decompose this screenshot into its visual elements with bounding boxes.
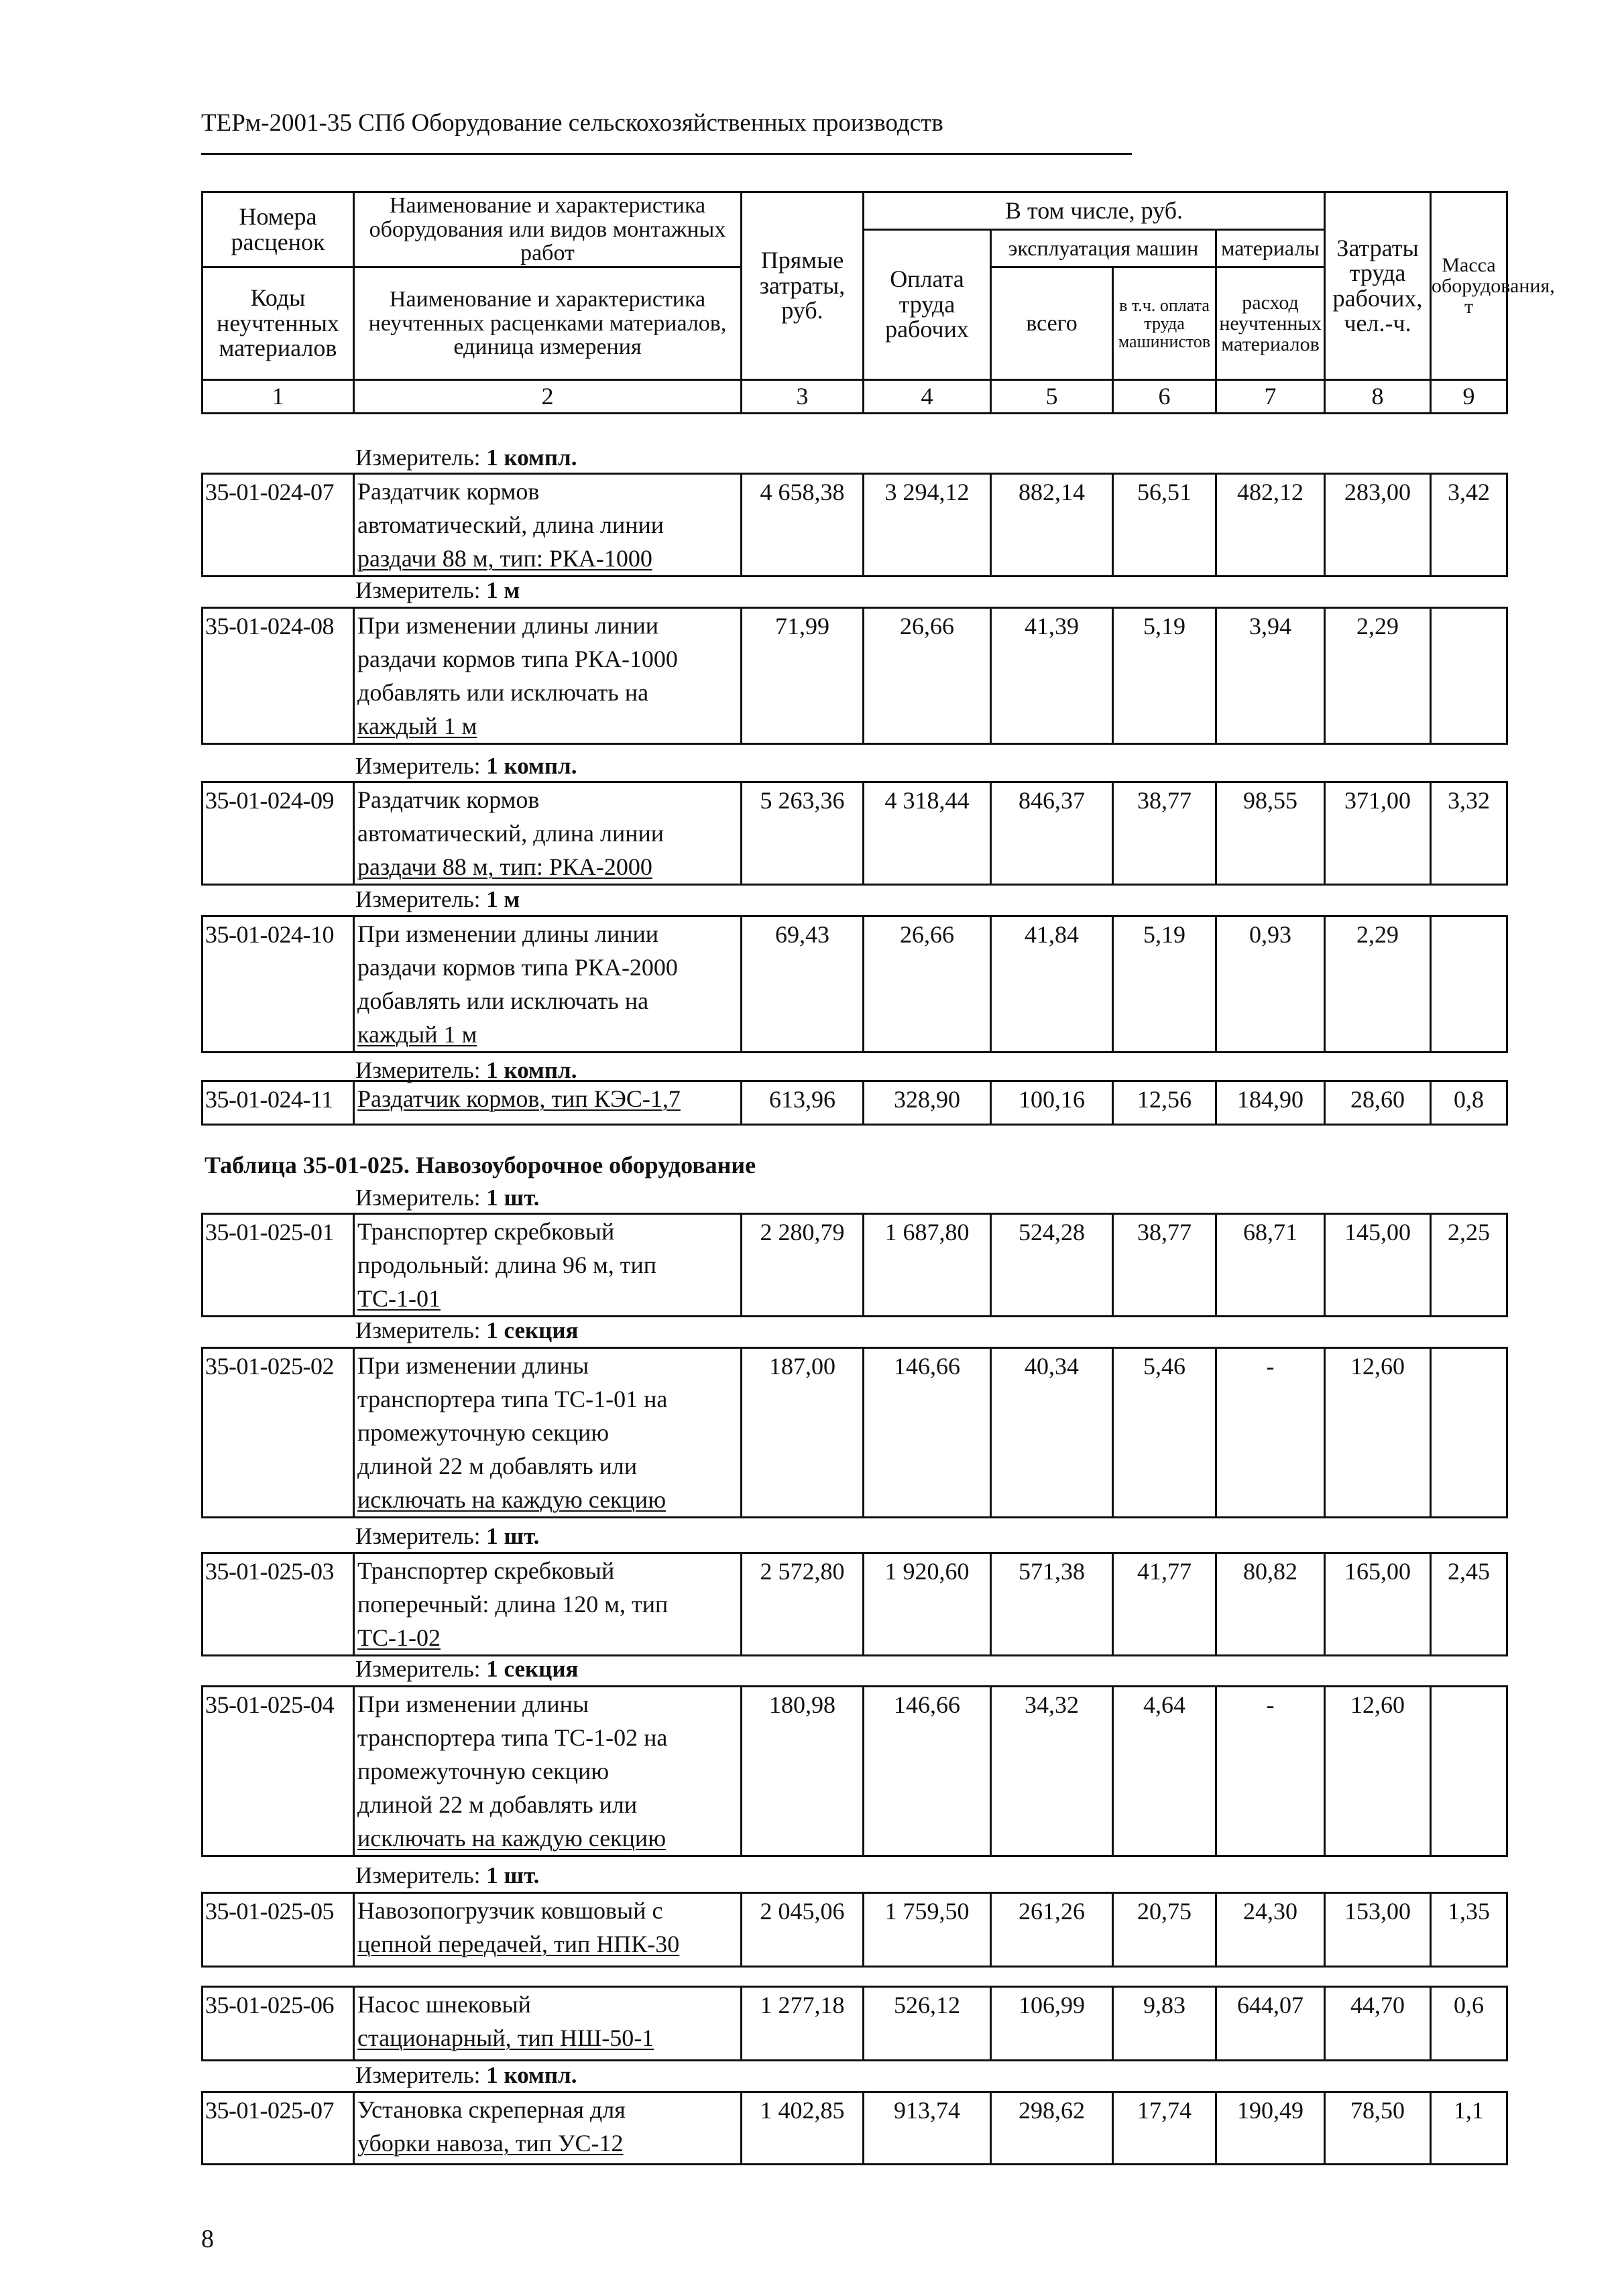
- header-unaccounted-codes: Коды неучтенных материалов: [202, 267, 354, 380]
- rate-name-line: транспортера типа ТС-1-01 на: [357, 1386, 668, 1412]
- measure-unit: 1 шт.: [486, 1523, 540, 1549]
- labor-pay-value: 4 318,44: [864, 782, 991, 885]
- rate-name-line: каждый 1 м: [357, 713, 477, 739]
- rate-code: 35-01-024-08: [202, 608, 354, 744]
- direct-costs-value: 613,96: [742, 1081, 864, 1125]
- section-title-table-35-01-025: Таблица 35-01-025. Навозоуборочное оборудование: [205, 1152, 756, 1179]
- labor-costs-value: 2,29: [1325, 916, 1431, 1052]
- measure-unit: 1 компл.: [486, 2062, 577, 2088]
- measure-unit: 1 компл.: [486, 444, 577, 471]
- col-number: 5: [991, 380, 1113, 414]
- mass-value: [1431, 1348, 1507, 1518]
- header-machine-operation: эксплуатация машин: [991, 230, 1216, 267]
- rate-name-line: Навозопогрузчик ковшовый с: [357, 1897, 663, 1924]
- table-row: [201, 915, 1508, 1053]
- header-labor-costs: Затраты труда рабочих, чел.-ч.: [1325, 192, 1431, 380]
- measure-prefix: Измеритель:: [355, 444, 481, 471]
- measure-prefix: Измеритель:: [355, 2062, 481, 2088]
- direct-costs-value: 2 280,79: [742, 1214, 864, 1317]
- measure-unit: 1 секция: [486, 1656, 579, 1682]
- measure-label: [355, 1317, 578, 1344]
- col-number: 3: [742, 380, 864, 414]
- measure-label: [355, 1185, 539, 1211]
- measure-label: [355, 1862, 539, 1889]
- header-equipment-mass: Масса оборудования, т: [1431, 192, 1507, 380]
- header-operators-pay: в т.ч. оплата труда машинистов: [1113, 267, 1216, 380]
- machine-total-value: 261,26: [991, 1893, 1113, 1967]
- rate-name-line: При изменении длины: [357, 1352, 589, 1379]
- rate-name-line: каждый 1 м: [357, 1021, 477, 1048]
- rate-name-line: длиной 22 м добавлять или: [357, 1791, 638, 1818]
- machine-total-value: 524,28: [991, 1214, 1113, 1317]
- rate-code: 35-01-024-11: [202, 1081, 354, 1125]
- rate-name: [354, 1081, 742, 1125]
- labor-costs-value: 12,60: [1325, 1687, 1431, 1856]
- operators-pay-value: 38,77: [1113, 782, 1216, 885]
- rate-name: [354, 1987, 742, 2061]
- direct-costs-value: 5 263,36: [742, 782, 864, 885]
- header-rule: [201, 153, 1132, 155]
- machine-total-value: 298,62: [991, 2092, 1113, 2165]
- operators-pay-value: 20,75: [1113, 1893, 1216, 1967]
- labor-costs-value: 165,00: [1325, 1553, 1431, 1656]
- labor-pay-value: 1 920,60: [864, 1553, 991, 1656]
- header-machine-total: всего: [991, 267, 1113, 380]
- operators-pay-value: 5,19: [1113, 608, 1216, 744]
- labor-costs-value: 153,00: [1325, 1893, 1431, 1967]
- rate-name-line: поперечный: длина 120 м, тип: [357, 1591, 669, 1618]
- operators-pay-value: 9,83: [1113, 1987, 1216, 2061]
- materials-value: 190,49: [1216, 2092, 1325, 2165]
- rate-name: [354, 1893, 742, 1967]
- rate-code: 35-01-025-01: [202, 1214, 354, 1317]
- operators-pay-value: 12,56: [1113, 1081, 1216, 1125]
- rate-name-line: ТС-1-02: [357, 1624, 441, 1651]
- measure-unit: 1 шт.: [486, 1862, 540, 1888]
- measure-unit: 1 компл.: [486, 1057, 577, 1083]
- operators-pay-value: 5,46: [1113, 1348, 1216, 1518]
- operators-pay-value: 56,51: [1113, 474, 1216, 577]
- labor-pay-value: 1 759,50: [864, 1893, 991, 1967]
- page-number: 8: [201, 2225, 214, 2253]
- rate-code: 35-01-025-07: [202, 2092, 354, 2165]
- header-labor-pay: Оплата труда рабочих: [864, 230, 991, 380]
- machine-total-value: 106,99: [991, 1987, 1113, 2061]
- rate-code: 35-01-025-06: [202, 1987, 354, 2061]
- machine-total-value: 100,16: [991, 1081, 1113, 1125]
- labor-costs-value: 2,29: [1325, 608, 1431, 744]
- labor-pay-value: 146,66: [864, 1687, 991, 1856]
- measure-unit: 1 секция: [486, 1317, 579, 1343]
- rate-name-line: продольный: длина 96 м, тип: [357, 1252, 657, 1278]
- rate-name-line: добавлять или исключать на: [357, 987, 649, 1014]
- machine-total-value: 34,32: [991, 1687, 1113, 1856]
- materials-value: 24,30: [1216, 1893, 1325, 1967]
- header-equipment-name: Наименование и характеристика оборудования или видов монтажных работ: [354, 192, 742, 267]
- labor-costs-value: 78,50: [1325, 2092, 1431, 2165]
- table-row: [201, 1892, 1508, 1968]
- machine-total-value: 41,84: [991, 916, 1113, 1052]
- materials-value: 482,12: [1216, 474, 1325, 577]
- rate-name-line: Насос шнековый: [357, 1991, 531, 2018]
- materials-value: 80,82: [1216, 1553, 1325, 1656]
- rate-name-line: При изменении длины линии: [357, 612, 659, 639]
- rate-code: 35-01-025-04: [202, 1687, 354, 1856]
- materials-value: -: [1216, 1348, 1325, 1518]
- labor-pay-value: 913,74: [864, 2092, 991, 2165]
- rate-name-line: транспортера типа ТС-1-02 на: [357, 1724, 668, 1751]
- materials-value: -: [1216, 1687, 1325, 1856]
- labor-pay-value: 26,66: [864, 608, 991, 744]
- table-column-header: [201, 191, 1555, 414]
- measure-prefix: Измеритель:: [355, 1317, 481, 1343]
- operators-pay-value: 5,19: [1113, 916, 1216, 1052]
- rate-code: 35-01-024-09: [202, 782, 354, 885]
- measure-unit: 1 компл.: [486, 753, 577, 779]
- mass-value: 1,35: [1431, 1893, 1507, 1967]
- rate-name-line: Раздатчик кормов: [357, 786, 540, 813]
- header-including: В том числе, руб.: [864, 192, 1325, 230]
- operators-pay-value: 38,77: [1113, 1214, 1216, 1317]
- table-row: [201, 473, 1508, 577]
- materials-value: 0,93: [1216, 916, 1325, 1052]
- materials-value: 184,90: [1216, 1081, 1325, 1125]
- materials-value: 3,94: [1216, 608, 1325, 744]
- mass-value: 0,6: [1431, 1987, 1507, 2061]
- rate-name: [354, 1348, 742, 1518]
- rate-name-line: автоматический, длина линии: [357, 511, 664, 538]
- mass-value: 0,8: [1431, 1081, 1507, 1125]
- mass-value: [1431, 608, 1507, 744]
- table-row: [201, 1080, 1508, 1126]
- header-rate-numbers: Номера расценок: [202, 192, 354, 267]
- mass-value: [1431, 916, 1507, 1052]
- rate-name-line: автоматический, длина линии: [357, 820, 664, 847]
- rate-name-line: Установка скреперная для: [357, 2096, 626, 2123]
- rate-code: 35-01-024-10: [202, 916, 354, 1052]
- measure-label: [355, 1523, 539, 1550]
- rate-name-line: ТС-1-01: [357, 1285, 441, 1312]
- rate-name-line: При изменении длины: [357, 1691, 589, 1717]
- rate-name-line: промежуточную секцию: [357, 1419, 610, 1446]
- table-row: [201, 1552, 1508, 1656]
- direct-costs-value: 1 277,18: [742, 1987, 864, 2061]
- rate-name: [354, 916, 742, 1052]
- measure-label: [355, 1656, 578, 1683]
- labor-pay-value: 526,12: [864, 1987, 991, 2061]
- rate-name-line: исключать на каждую секцию: [357, 1825, 666, 1852]
- col-number: 4: [864, 380, 991, 414]
- measure-prefix: Измеритель:: [355, 577, 481, 603]
- rate-name-line: длиной 22 м добавлять или: [357, 1453, 638, 1479]
- measure-prefix: Измеритель:: [355, 1185, 481, 1211]
- table-row: [201, 1986, 1508, 2061]
- rate-name-line: промежуточную секцию: [357, 1758, 610, 1785]
- rate-name: [354, 608, 742, 744]
- rate-name-line: Раздатчик кормов, тип КЭС-1,7: [357, 1085, 681, 1112]
- materials-value: 98,55: [1216, 782, 1325, 885]
- table-row: [201, 1685, 1508, 1857]
- rate-code: 35-01-025-02: [202, 1348, 354, 1518]
- rate-name-line: раздачи 88 м, тип: РКА-2000: [357, 853, 652, 880]
- measure-label: [355, 577, 520, 604]
- rate-name-line: Раздатчик кормов: [357, 478, 540, 505]
- rate-name-line: уборки навоза, тип УС-12: [357, 2130, 624, 2157]
- mass-value: 3,42: [1431, 474, 1507, 577]
- mass-value: 3,32: [1431, 782, 1507, 885]
- labor-pay-value: 328,90: [864, 1081, 991, 1125]
- measure-prefix: Измеритель:: [355, 1523, 481, 1549]
- col-number: 7: [1216, 380, 1325, 414]
- rate-name: [354, 1214, 742, 1317]
- col-number: 8: [1325, 380, 1431, 414]
- materials-value: 68,71: [1216, 1214, 1325, 1317]
- labor-costs-value: 44,70: [1325, 1987, 1431, 2061]
- rate-name-line: При изменении длины линии: [357, 920, 659, 947]
- rate-name-line: раздачи кормов типа РКА-2000: [357, 954, 678, 981]
- direct-costs-value: 180,98: [742, 1687, 864, 1856]
- direct-costs-value: 2 045,06: [742, 1893, 864, 1967]
- rate-name: [354, 1553, 742, 1656]
- measure-unit: 1 м: [486, 577, 520, 603]
- materials-value: 644,07: [1216, 1987, 1325, 2061]
- table-row: [201, 2091, 1508, 2165]
- labor-pay-value: 26,66: [864, 916, 991, 1052]
- header-direct-costs: Прямые затраты, руб.: [742, 192, 864, 380]
- table-row: [201, 607, 1508, 745]
- table-row: [201, 781, 1508, 886]
- rate-name-line: раздачи 88 м, тип: РКА-1000: [357, 545, 652, 572]
- rate-name: [354, 474, 742, 577]
- labor-costs-value: 28,60: [1325, 1081, 1431, 1125]
- col-number: 6: [1113, 380, 1216, 414]
- machine-total-value: 41,39: [991, 608, 1113, 744]
- rate-name-line: цепной передачей, тип НПК-30: [357, 1931, 680, 1957]
- header-materials: материалы: [1216, 230, 1325, 267]
- header-materials-name: Наименование и характеристика неучтенных расценками материалов, единица измерения: [354, 267, 742, 380]
- labor-pay-value: 3 294,12: [864, 474, 991, 577]
- measure-prefix: Измеритель:: [355, 1057, 481, 1083]
- mass-value: 1,1: [1431, 2092, 1507, 2165]
- measure-unit: 1 шт.: [486, 1185, 540, 1211]
- direct-costs-value: 4 658,38: [742, 474, 864, 577]
- measure-label: [355, 444, 577, 471]
- direct-costs-value: 71,99: [742, 608, 864, 744]
- col-number: 2: [354, 380, 742, 414]
- rate-name-line: Транспортер скребковый: [357, 1218, 615, 1245]
- col-number: 9: [1431, 380, 1507, 414]
- running-header: ТЕРм-2001-35 СПб Оборудование сельскохозяйственных производств: [201, 109, 943, 137]
- labor-pay-value: 1 687,80: [864, 1214, 991, 1317]
- direct-costs-value: 69,43: [742, 916, 864, 1052]
- col-number: 1: [202, 380, 354, 414]
- direct-costs-value: 2 572,80: [742, 1553, 864, 1656]
- measure-label: [355, 2062, 577, 2089]
- labor-costs-value: 145,00: [1325, 1214, 1431, 1317]
- rate-code: 35-01-025-05: [202, 1893, 354, 1967]
- mass-value: 2,45: [1431, 1553, 1507, 1656]
- labor-pay-value: 146,66: [864, 1348, 991, 1518]
- machine-total-value: 882,14: [991, 474, 1113, 577]
- rate-name-line: добавлять или исключать на: [357, 679, 649, 706]
- labor-costs-value: 283,00: [1325, 474, 1431, 577]
- measure-label: [355, 886, 520, 913]
- machine-total-value: 40,34: [991, 1348, 1113, 1518]
- labor-costs-value: 371,00: [1325, 782, 1431, 885]
- rate-name-line: раздачи кормов типа РКА-1000: [357, 646, 678, 672]
- mass-value: 2,25: [1431, 1214, 1507, 1317]
- rate-name: [354, 1687, 742, 1856]
- rate-name-line: исключать на каждую секцию: [357, 1486, 666, 1513]
- machine-total-value: 846,37: [991, 782, 1113, 885]
- rate-name: [354, 782, 742, 885]
- operators-pay-value: 17,74: [1113, 2092, 1216, 2165]
- measure-prefix: Измеритель:: [355, 1656, 481, 1682]
- measure-prefix: Измеритель:: [355, 886, 481, 912]
- direct-costs-value: 1 402,85: [742, 2092, 864, 2165]
- table-row: [201, 1347, 1508, 1518]
- mass-value: [1431, 1687, 1507, 1856]
- operators-pay-value: 41,77: [1113, 1553, 1216, 1656]
- operators-pay-value: 4,64: [1113, 1687, 1216, 1856]
- measure-prefix: Измеритель:: [355, 753, 481, 779]
- labor-costs-value: 12,60: [1325, 1348, 1431, 1518]
- measure-prefix: Измеритель:: [355, 1862, 481, 1888]
- rate-name: [354, 2092, 742, 2165]
- measure-label: [355, 753, 577, 780]
- direct-costs-value: 187,00: [742, 1348, 864, 1518]
- rate-code: 35-01-025-03: [202, 1553, 354, 1656]
- rate-name-line: Транспортер скребковый: [357, 1557, 615, 1584]
- header-unaccounted-materials: расход неучтенных материалов: [1216, 267, 1325, 380]
- measure-unit: 1 м: [486, 886, 520, 912]
- table-row: [201, 1213, 1508, 1317]
- machine-total-value: 571,38: [991, 1553, 1113, 1656]
- rate-code: 35-01-024-07: [202, 474, 354, 577]
- rate-name-line: стационарный, тип НШ-50-1: [357, 2025, 654, 2051]
